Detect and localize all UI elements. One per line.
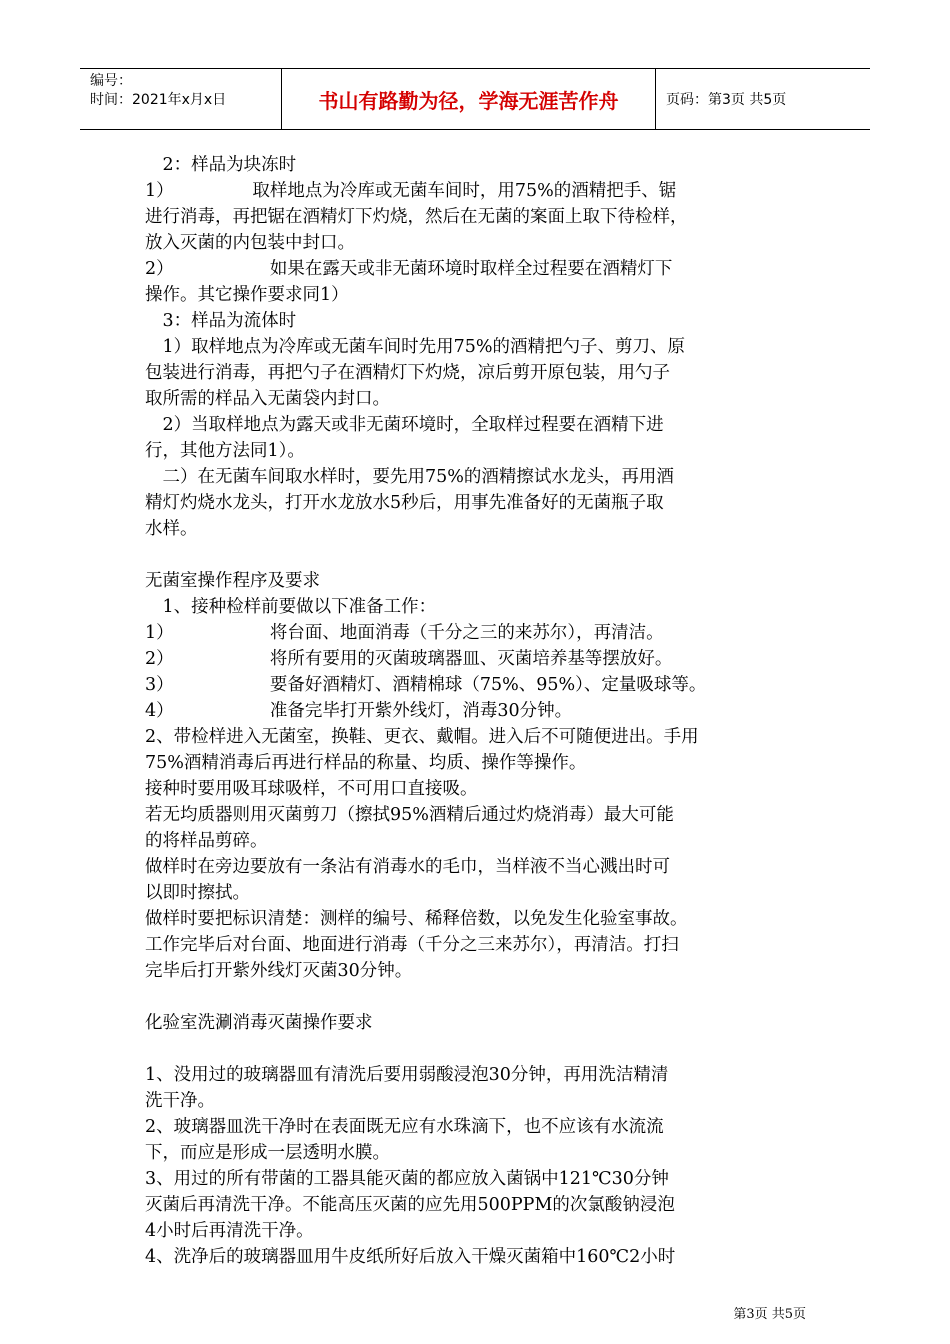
document-body: [145, 152, 815, 1270]
text-line: 2） 如果在露天或非无菌环境时取样全过程要在酒精灯下: [145, 259, 673, 279]
text-line: 1）取样地点为冷库或无菌车间时先用75%的酒精把勺子、剪刀、原: [145, 337, 686, 357]
text-line: 化验室洗涮消毒灭菌操作要求: [145, 1013, 373, 1033]
text-line: 二）在无菌车间取水样时，要先用75%的酒精擦试水龙头，再用酒: [145, 467, 674, 487]
text-line: 3、用过的所有带菌的工器具能灭菌的都应放入菌锅中121℃30分钟: [145, 1169, 669, 1189]
text-line: 1） 取样地点为冷库或无菌车间时，用75%的酒精把手、锯: [145, 181, 677, 201]
text-line: 的将样品剪碎。: [145, 831, 268, 851]
text-line: 4、洗净后的玻璃器皿用牛皮纸所好后放入干燥灭菌箱中160℃2小时: [145, 1247, 676, 1267]
blank-line: [145, 542, 815, 568]
text-line: 水样。: [145, 519, 198, 539]
text-line: 做样时在旁边要放有一条沾有消毒水的毛巾，当样液不当心溅出时可: [145, 857, 670, 877]
header-number-label: 编号：: [90, 73, 132, 89]
text-line: 无菌室操作程序及要求: [145, 571, 320, 591]
blank-line: [145, 1036, 815, 1062]
text-line: 洗干净。: [145, 1091, 215, 1111]
text-line: 灭菌后再清洗干净。不能高压灭菌的应先用500PPM的次氯酸钠浸泡: [145, 1195, 675, 1215]
footer-page-info: 第3页 共5页: [733, 1307, 806, 1322]
text-line: 包装进行消毒，再把勺子在酒精灯下灼烧，凉后剪开原包装，用勺子: [145, 363, 670, 383]
page-header: [80, 68, 870, 130]
text-line: 若无均质器则用灭菌剪刀（擦拭95%酒精后通过灼烧消毒）最大可能: [145, 805, 674, 825]
text-line: 4） 准备完毕打开紫外线灯，消毒30分钟。: [145, 701, 573, 721]
blank-line: [145, 984, 815, 1010]
text-line: 完毕后打开紫外线灯灭菌30分钟。: [145, 961, 413, 981]
text-line: 取所需的样品入无菌袋内封口。: [145, 389, 390, 409]
text-line: 以即时擦拭。: [145, 883, 250, 903]
text-line: 下，而应是形成一层透明水膜。: [145, 1143, 390, 1163]
header-page-info: 页码：第3页 共5页: [666, 92, 787, 108]
text-line: 进行消毒，再把锯在酒精灯下灼烧，然后在无菌的案面上取下待检样，: [145, 207, 688, 227]
text-line: 精灯灼烧水龙头，打开水龙放水5秒后，用事先准备好的无菌瓶子取: [145, 493, 664, 513]
text-line: 2）当取样地点为露天或非无菌环境时，全取样过程要在酒精下进: [145, 415, 664, 435]
text-line: 2、带检样进入无菌室，换鞋、更衣、戴帽。进入后不可随便进出。手用: [145, 727, 699, 747]
text-line: 1） 将台面、地面消毒（千分之三的来苏尔），再清洁。: [145, 623, 664, 643]
text-line: 4小时后再清洗干净。: [145, 1221, 314, 1241]
text-line: 接种时要用吸耳球吸样，不可用口直接吸。: [145, 779, 478, 799]
text-line: 2：样品为块冻时: [145, 155, 297, 175]
text-line: 75%酒精消毒后再进行样品的称量、均质、操作等操作。: [145, 753, 587, 773]
header-motto: 书山有路勤为径，学海无涯苦作舟: [282, 69, 656, 129]
text-line: 1、接种检样前要做以下准备工作：: [145, 597, 437, 617]
text-line: 2、玻璃器皿洗干净时在表面既无应有水珠滴下，也不应该有水流流: [145, 1117, 664, 1137]
text-line: 3） 要备好酒精灯、酒精棉球（75%、95%）、定量吸球等。: [145, 675, 707, 695]
header-meta: [80, 69, 282, 129]
text-line: 放入灭菌的内包装中封口。: [145, 233, 355, 253]
text-line: 3：样品为流体时: [145, 311, 297, 331]
text-line: 行，其他方法同1）。: [145, 441, 305, 461]
text-line: 1、没用过的玻璃器皿有清洗后要用弱酸浸泡30分钟，再用洗洁精清: [145, 1065, 669, 1085]
text-line: 工作完毕后对台面、地面进行消毒（千分之三来苏尔），再清洁。打扫: [145, 935, 679, 955]
text-line: 做样时要把标识清楚：测样的编号、稀释倍数，以免发生化验室事故。: [145, 909, 688, 929]
text-line: 2） 将所有要用的灭菌玻璃器皿、灭菌培养基等摆放好。: [145, 649, 673, 669]
header-date: 时间：2021年x月x日: [90, 92, 227, 108]
text-line: 操作。其它操作要求同1）: [145, 285, 349, 305]
